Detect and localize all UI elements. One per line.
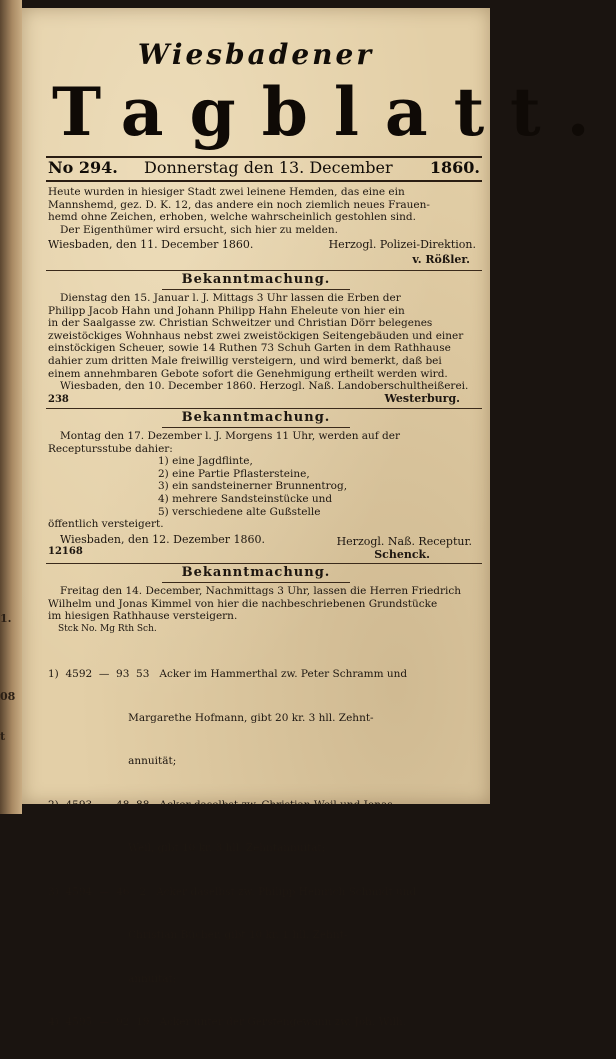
notice-line: Dienstag den 15. Januar l. J. Mittags 3 Uhr lassen die Erben der (60, 292, 401, 304)
notice-line: Freitag den 14. December, Nachmittags 3 Uhr, lassen die Herren Friedrich (60, 585, 462, 597)
notice-signer: v. Rößler. (412, 253, 470, 266)
notice-line: Montag den 17. Dezember l. J. Morgens 11 Uhr, werden auf der (60, 430, 400, 442)
notice-police (48, 186, 480, 236)
masthead-title: Tagblatt. (52, 73, 616, 151)
notice-line: einem annehmbaren Gebote sofort die Genehmigung ertheilt werden wird. (48, 367, 448, 380)
parcel-table (48, 638, 480, 1059)
table-row: Margarethe Hofmann, gibt 20 kr. 3 hll. Zehnt- (48, 711, 374, 724)
section-rule (46, 270, 482, 271)
issue-date: Donnerstag den 13. December (144, 158, 393, 177)
notice-line: dahier zum dritten Male freiwillig versteigern, und wird bemerkt, daß bei (48, 354, 442, 367)
notice-heading: Bekanntmachung. (181, 410, 331, 425)
issue-number: No 294. (48, 158, 118, 177)
table-row: 1) 4592 — 93 53 Acker im Hammerthal zw. Peter Schramm und (48, 668, 408, 680)
heading-underline (162, 289, 350, 290)
notice-line: öffentlich versteigert. (48, 518, 164, 531)
notice-receptur (48, 430, 480, 531)
notice-line: Receptursstube dahier: (48, 442, 173, 455)
notice-kimmel (48, 585, 480, 635)
notice-signer: Westerburg. (384, 392, 460, 405)
auction-item: 2) eine Partie Pflastersteine, (158, 467, 310, 480)
notice-line: Der Eigenthümer wird ersucht, sich hier zu melden. (60, 223, 338, 236)
notice-auction-house (48, 292, 480, 393)
notice-date: Wiesbaden, den 11. December 1860. (48, 238, 254, 251)
auction-item: 4) mehrere Sandsteinstücke und (158, 492, 333, 505)
notice-heading: Bekanntmachung. (181, 272, 331, 287)
notice-number: 12168 (48, 546, 83, 557)
notice-signer: Schenck. (374, 548, 430, 561)
notice-line: einstöckigen Scheuer, sowie 14 Ruthen 73 Schuh Garten in dem Rathhause (48, 342, 451, 355)
notice-date: Wiesbaden, den 12. Dezember 1860. (60, 533, 265, 546)
table-row: 4) 4595 — 92 19 Acker unter der Gerstengewann zw. Joh. Wilh. (48, 1016, 407, 1028)
section-rule (46, 563, 482, 564)
table-row: Weil, gibt 10 kr. 3 hll. Zehntannuität; (48, 842, 326, 854)
notice-line: hemd ohne Zeichen, erhoben, welche wahrscheinlich gestohlen sind. (48, 211, 416, 224)
notice-line: Philipp Jacob Hahn und Johann Philipp Hahn Eheleute von hier ein (48, 304, 405, 317)
table-row: 3) 4594 — 46 2 Acker daselbst zw. Philipp Heinrich Schmidt und (48, 885, 417, 898)
notice-line: Wiesbaden, den 10. December 1860. Herzogl. Naß. Landoberschultheißerei. (60, 380, 469, 393)
notice-line: in der Saalgasse zw. Christian Schweitzer und Christian Dörr belegenes (48, 317, 433, 330)
notice-number: 238 (48, 394, 69, 405)
masthead-city: Wiesbadener (137, 38, 375, 71)
notice-line: Mannshemd, gez. D. K. 12, das andere ein noch ziemlich neues Frauen- (48, 198, 430, 211)
notice-line: Wilhelm und Jonas Kimmel von hier die nachbeschriebenen Grundstücke (48, 597, 438, 610)
notice-heading: Bekanntmachung. (181, 565, 331, 580)
section-rule (46, 408, 482, 409)
notice-authority: Herzogl. Polizei-Direktion. (328, 238, 476, 251)
table-row: annuität; (48, 755, 177, 767)
table-row: 2) 4593 — 48 88 Acker daselbst zw. Christian Weil und Jonas (48, 798, 393, 811)
dateline-rule (46, 180, 482, 182)
auction-item: 3) ein sandsteinerner Brunnentrog, (158, 480, 348, 493)
dateline (48, 158, 480, 180)
notice-authority: Herzogl. Naß. Receptur. (336, 535, 472, 548)
table-row: Christian Bücher, gibt 10 kr. 1 hll. Zehnt- (48, 929, 348, 941)
edge-fragment: 08 (0, 690, 16, 703)
notice-line: zweistöckiges Wohnhaus nebst zwei zweistöckigen Seitengebäuden und einer (48, 329, 464, 342)
table-header: Stck No. Mg Rth Sch. (58, 623, 157, 634)
issue-year: 1860. (429, 158, 480, 177)
edge-fragment: t (0, 730, 6, 743)
heading-underline (162, 582, 350, 583)
newspaper-page (22, 8, 616, 1028)
auction-item: 5) verschiedene alte Gußstelle (158, 505, 321, 518)
table-row: annuität; (48, 972, 177, 985)
notice-line: Heute wurden in hiesiger Stadt zwei leinene Hemden, das eine ein (48, 186, 405, 198)
notice-line: im hiesigen Rathhause versteigern. (48, 610, 238, 623)
heading-underline (162, 427, 350, 428)
auction-item: 1) eine Jagdflinte, (158, 455, 253, 468)
adjacent-page-edge (0, 0, 22, 814)
edge-fragment: 1. (0, 612, 12, 625)
